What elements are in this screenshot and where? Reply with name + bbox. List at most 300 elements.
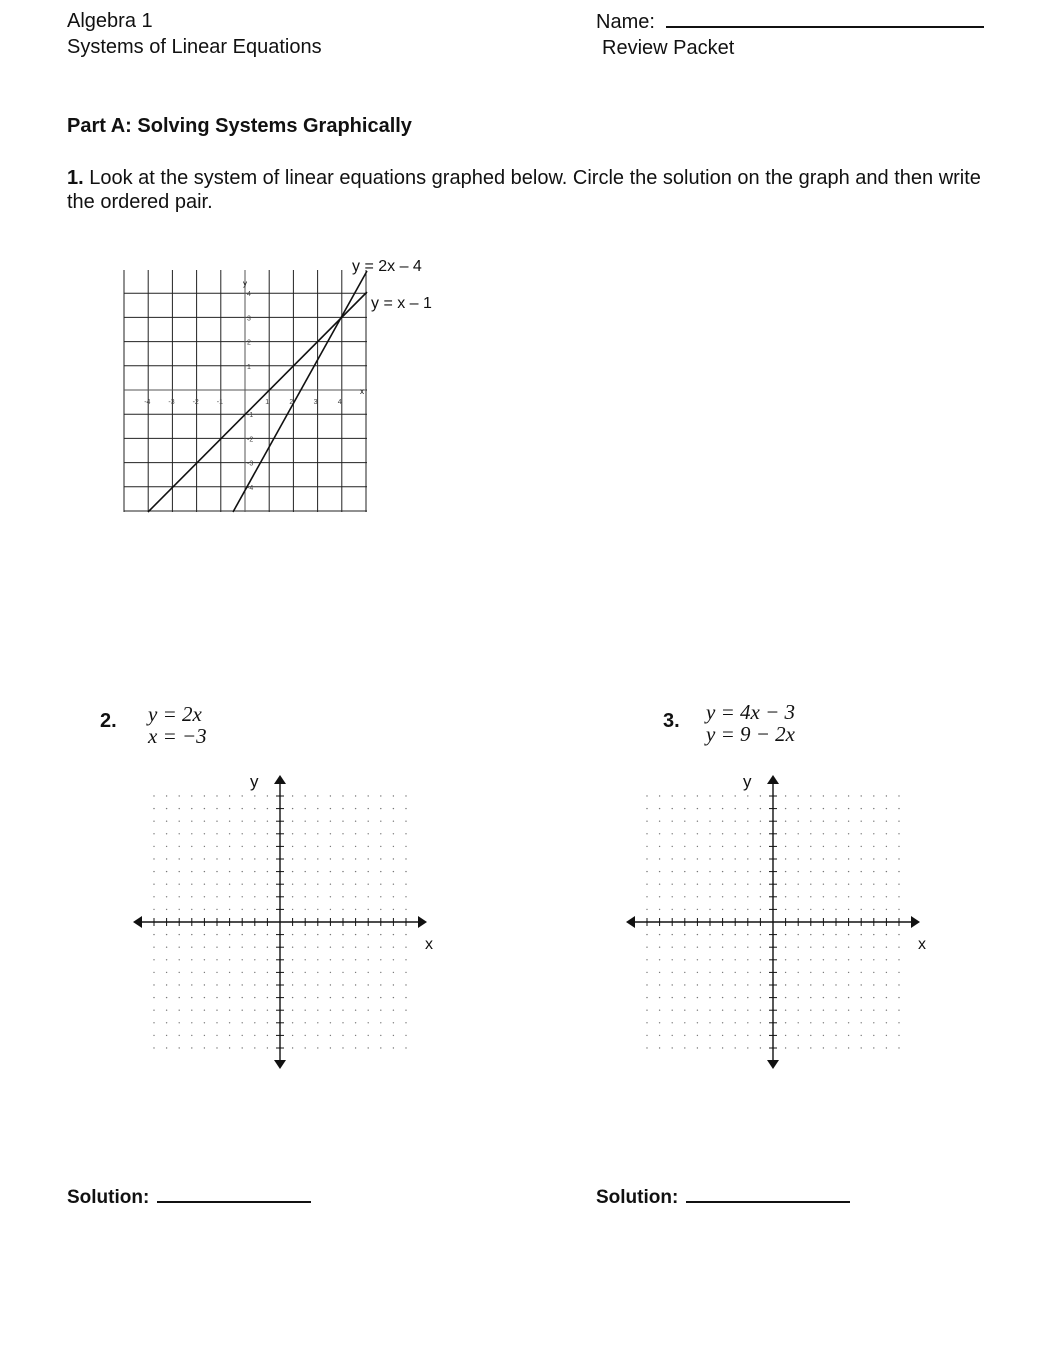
grid-dot [292,896,293,897]
grid-dot [798,1010,799,1011]
grid-dot [242,846,243,847]
grid-dot [735,821,736,822]
grid-dot [216,1035,217,1036]
grid-dot [785,884,786,885]
grid-dot [179,972,180,973]
grid-dot [317,846,318,847]
grid-dot [317,934,318,935]
grid-dot [317,896,318,897]
grid-dot [191,833,192,834]
problem-3-eq2: y = 9 − 2x [706,722,795,746]
grid-dot [242,896,243,897]
grid-dot [848,972,849,973]
arrow-left-icon [626,916,635,928]
grid-dot [848,1022,849,1023]
grid-dot [747,934,748,935]
grid-dot [873,833,874,834]
grid-dot [722,858,723,859]
grid-dot [229,884,230,885]
grid-dot [848,1035,849,1036]
grid-dot [355,972,356,973]
grid-dot [355,984,356,985]
grid-dot [823,984,824,985]
grid-dot [823,959,824,960]
grid-dot [873,1035,874,1036]
name-field[interactable] [666,8,984,28]
grid-dot [684,997,685,998]
grid-dot [798,871,799,872]
grid-dot [305,858,306,859]
x-tick-label: 4 [337,399,342,406]
grid-dot [292,934,293,935]
grid-dot [861,1035,862,1036]
grid-dot [166,1010,167,1011]
grid-dot [697,909,698,910]
grid-dot [684,858,685,859]
grid-dot [898,984,899,985]
grid-dot [672,808,673,809]
grid-dot [393,997,394,998]
grid-dot [380,934,381,935]
solution-2-label: Solution: [67,1187,150,1208]
grid-dot [886,846,887,847]
grid-dot [405,959,406,960]
grid-dot [898,909,899,910]
grid-dot [292,871,293,872]
grid-dot [785,984,786,985]
grid-dot [810,795,811,796]
grid-dot [898,947,899,948]
grid-dot [646,1047,647,1048]
grid-dot [153,833,154,834]
grid-dot [886,884,887,885]
grid-dot [848,795,849,796]
grid-dot [380,858,381,859]
grid-dot [798,1022,799,1023]
grid-dot [380,1010,381,1011]
grid-dot [810,997,811,998]
grid-dot [785,972,786,973]
grid-dot [216,821,217,822]
grid-dot [229,1047,230,1048]
grid-dot [861,947,862,948]
grid-dot [191,1022,192,1023]
grid-dot [898,896,899,897]
grid-dot [317,871,318,872]
grid-dot [342,1047,343,1048]
grid-dot [254,1022,255,1023]
grid-dot [393,846,394,847]
grid-dot [342,884,343,885]
grid-dot [242,808,243,809]
grid-dot [380,795,381,796]
grid-dot [305,795,306,796]
grid-dot [659,1047,660,1048]
grid-dot [393,871,394,872]
grid-dot [229,1035,230,1036]
grid-dot [898,833,899,834]
grid-dot [898,1010,899,1011]
grid-dot [393,858,394,859]
y-tick-label: 3 [247,315,251,323]
grid-dot [305,896,306,897]
grid-dot [267,821,268,822]
grid-dot [267,808,268,809]
graph-3[interactable] [623,765,933,1075]
grid-dot [835,1022,836,1023]
grid-dot [267,984,268,985]
grid-dot [292,997,293,998]
grid-dot [672,934,673,935]
grid-dot [254,1010,255,1011]
grid-dot [342,896,343,897]
grid-dot [886,1035,887,1036]
grid-dot [823,808,824,809]
grid-dot [760,846,761,847]
grid-dot [204,947,205,948]
grid-dot [405,1022,406,1023]
grid-dot [848,934,849,935]
grid-dot [646,997,647,998]
grid-dot [810,1047,811,1048]
grid-dot [405,934,406,935]
grid-dot [747,1047,748,1048]
grid-dot [191,871,192,872]
grid-dot [330,871,331,872]
grid-dot [393,934,394,935]
grid-dot [254,984,255,985]
grid-dot [785,997,786,998]
problem-3-equations [706,701,795,745]
grid-dot [760,1035,761,1036]
grid-dot [785,1010,786,1011]
grid-dot [191,896,192,897]
grid-dot [823,1010,824,1011]
grid-dot [267,1035,268,1036]
grid-dot [873,808,874,809]
grid-dot [330,909,331,910]
grid-dot [848,871,849,872]
grid-dot [242,934,243,935]
grid-dot [747,959,748,960]
grid-dot [835,884,836,885]
grid-dot [861,909,862,910]
grid-dot [785,846,786,847]
grid-dot [747,909,748,910]
grid-dot [747,795,748,796]
grid-dot [684,947,685,948]
grid-dot [823,934,824,935]
course-title: Algebra 1 [67,10,153,32]
line-y-2x-4 [233,271,367,512]
grid-dot [292,858,293,859]
grid-dot [810,896,811,897]
grid-dot [861,833,862,834]
solution-3-field[interactable] [686,1183,850,1203]
grid-dot [254,858,255,859]
y-tick-label: -4 [247,484,254,492]
grid-dot [684,896,685,897]
grid-dot [179,909,180,910]
grid-dot [886,934,887,935]
grid-dot [886,947,887,948]
grid-dot [317,959,318,960]
grid-dot [823,858,824,859]
grid-dot [646,833,647,834]
grid-dot [305,1022,306,1023]
grid-dot [646,808,647,809]
grid-dot [823,972,824,973]
grid-dot [709,846,710,847]
grid-dot [785,959,786,960]
grid-dot [823,896,824,897]
grid-dot [179,1010,180,1011]
grid-dot [861,821,862,822]
grid-dot [848,959,849,960]
line-2-label: y = x – 1 [371,295,432,312]
grid-dot [380,972,381,973]
header-left [67,8,322,60]
grid-dot [305,984,306,985]
grid-dot [355,795,356,796]
grid-dot [254,1035,255,1036]
grid-dot [191,972,192,973]
grid-dot [216,1047,217,1048]
grid-dot [317,984,318,985]
grid-dot [823,909,824,910]
grid-dot [405,947,406,948]
grid-dot [204,858,205,859]
grid-dot [785,821,786,822]
grid-dot [646,1022,647,1023]
grid-dot [292,972,293,973]
grid-dot [684,833,685,834]
arrow-left-icon [133,916,142,928]
grid-dot [355,871,356,872]
grid-dot [848,1047,849,1048]
grid-dot [153,858,154,859]
grid-dot [292,884,293,885]
grid-dot [709,1022,710,1023]
grid-dot [380,833,381,834]
grid-dot [292,1047,293,1048]
grid-dot [873,959,874,960]
grid-dot [242,795,243,796]
grid-dot [873,1010,874,1011]
grid-dot [810,959,811,960]
grid-dot [380,808,381,809]
grid-dot [254,795,255,796]
grid-dot [229,959,230,960]
grid-dot [355,1035,356,1036]
grid-dot [204,884,205,885]
grid-dot [216,997,217,998]
grid-dot [305,1047,306,1048]
grid-dot [898,884,899,885]
grid-dot [798,858,799,859]
grid-dot [823,884,824,885]
grid-dot [684,795,685,796]
grid-dot [697,795,698,796]
grid-dot [330,997,331,998]
grid-dot [873,884,874,885]
grid-dot [191,858,192,859]
grid-dot [735,997,736,998]
solution-2-field[interactable] [157,1183,311,1203]
grid-dot [305,821,306,822]
problem-2-eq2: x = −3 [148,724,207,748]
grid-dot [798,1047,799,1048]
grid-dot [760,871,761,872]
grid-dot [216,884,217,885]
grid-dot [823,1047,824,1048]
grid-dot [873,997,874,998]
grid-dot [861,808,862,809]
arrow-down-icon [274,1060,286,1069]
grid-dot [254,884,255,885]
problem-3-number: 3. [663,710,680,732]
grid-dot [330,896,331,897]
line-1-label: y = 2x – 4 [352,258,422,275]
grid-dot [179,871,180,872]
graph-1-y-axis-label: y [243,279,247,288]
grid-dot [191,846,192,847]
grid-dot [254,947,255,948]
grid-dot [735,972,736,973]
grid-dot [393,896,394,897]
grid-dot [659,934,660,935]
grid-dot [873,984,874,985]
grid-dot [229,871,230,872]
grid-dot [861,972,862,973]
grid-dot [810,934,811,935]
grid-dot [153,871,154,872]
grid-dot [380,871,381,872]
grid-dot [166,997,167,998]
grid-dot [267,959,268,960]
grid-dot [709,795,710,796]
grid-dot [873,871,874,872]
grid-dot [204,833,205,834]
grid-dot [886,997,887,998]
grid-dot [735,984,736,985]
grid-dot [330,808,331,809]
grid-dot [646,821,647,822]
grid-dot [267,1047,268,1048]
y-axis-label: y [250,772,259,791]
grid-dot [393,1010,394,1011]
grid-dot [898,821,899,822]
grid-dot [204,959,205,960]
grid-dot [672,858,673,859]
grid-dot [785,871,786,872]
grid-dot [317,808,318,809]
grid-dot [153,947,154,948]
question-1-number: 1. [67,167,84,189]
grid-dot [216,1022,217,1023]
grid-dot [204,1047,205,1048]
grid-dot [393,833,394,834]
x-tick-label: -4 [144,399,151,406]
grid-dot [709,833,710,834]
grid-dot [229,1010,230,1011]
grid-dot [697,934,698,935]
grid-dot [342,1022,343,1023]
grid-dot [697,947,698,948]
grid-dot [684,846,685,847]
grid-dot [405,858,406,859]
graph-2[interactable] [130,765,440,1075]
grid-dot [861,997,862,998]
grid-dot [672,1035,673,1036]
grid-dot [735,833,736,834]
grid-dot [242,1022,243,1023]
grid-dot [798,795,799,796]
grid-dot [342,808,343,809]
grid-dot [886,858,887,859]
grid-dot [835,858,836,859]
grid-dot [886,821,887,822]
grid-dot [355,884,356,885]
part-a-title: Part A: Solving Systems Graphically [67,115,412,137]
grid-dot [242,984,243,985]
grid-dot [735,884,736,885]
grid-dot [861,1010,862,1011]
grid-dot [722,1022,723,1023]
grid-dot [747,1010,748,1011]
grid-dot [267,884,268,885]
grid-dot [722,1010,723,1011]
grid-dot [672,947,673,948]
grid-dot [760,1047,761,1048]
grid-dot [355,909,356,910]
grid-dot [785,858,786,859]
grid-dot [166,984,167,985]
grid-dot [380,1047,381,1048]
grid-dot [697,808,698,809]
arrow-right-icon [418,916,427,928]
grid-dot [672,871,673,872]
grid-dot [204,871,205,872]
grid-dot [216,1010,217,1011]
grid-dot [848,858,849,859]
grid-dot [216,934,217,935]
grid-dot [848,833,849,834]
grid-dot [330,1010,331,1011]
grid-dot [153,909,154,910]
grid-dot [646,934,647,935]
grid-dot [292,1010,293,1011]
grid-dot [153,959,154,960]
grid-dot [342,1035,343,1036]
grid-dot [179,795,180,796]
grid-dot [810,972,811,973]
grid-dot [898,846,899,847]
grid-dot [405,795,406,796]
grid-dot [153,808,154,809]
grid-dot [810,858,811,859]
grid-dot [898,858,899,859]
grid-dot [229,795,230,796]
grid-dot [785,1047,786,1048]
grid-dot [798,846,799,847]
grid-dot [267,833,268,834]
grid-dot [216,846,217,847]
grid-dot [861,858,862,859]
arrow-down-icon [767,1060,779,1069]
grid-dot [672,959,673,960]
y-tick-label: 4 [247,291,251,299]
